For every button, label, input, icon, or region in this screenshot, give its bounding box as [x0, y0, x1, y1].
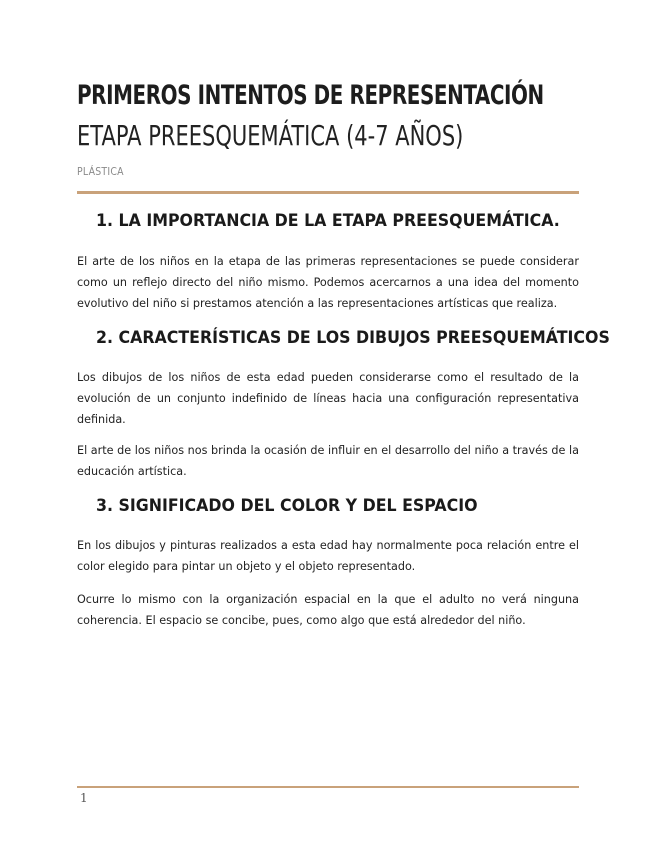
- section-3-paragraph-2: Ocurre lo mismo con la organización espacial en la que el adulto no verá ninguna coherencia. El espacio se concibe, pues, como algo que está alrededor del niño.: [77, 593, 579, 627]
- header-divider: [77, 191, 579, 194]
- section-2-paragraph-1: Los dibujos de los niños de esta edad pueden considerarse como el resultado de la evolución de un conjunto indefinido de líneas hacia una configuración representativa definida.: [77, 371, 579, 426]
- section-3-paragraph-1: En los dibujos y pinturas realizados a esta edad hay normalmente poca relación entre el color elegido para pintar un objeto y el objeto representado.: [77, 539, 579, 573]
- document-subtitle: ETAPA PREESQUEMÁTICA (4-7 AÑOS): [77, 119, 464, 152]
- document-category: PLÁSTICA: [77, 165, 124, 178]
- section-heading-1: 1. LA IMPORTANCIA DE LA ETAPA PREESQUEMÁTICA.: [96, 211, 560, 231]
- section-2-paragraph-2: El arte de los niños nos brinda la ocasión de influir en el desarrollo del niño a través de la educación artística.: [77, 444, 579, 478]
- page-number: 1: [80, 791, 88, 805]
- document-title: PRIMEROS INTENTOS DE REPRESENTACIÓN: [77, 80, 544, 111]
- footer-divider: [77, 786, 579, 788]
- section-heading-3: 3. SIGNIFICADO DEL COLOR Y DEL ESPACIO: [96, 496, 478, 516]
- section-1-paragraph-1: El arte de los niños en la etapa de las primeras representaciones se puede considerar como un reflejo directo del niño mismo. Podemos acercarnos a una idea del momento evolutivo del niño si prestamos atención a las representaciones artísticas que realiza.: [77, 255, 579, 310]
- section-heading-2: 2. CARACTERÍSTICAS DE LOS DIBUJOS PREESQUEMÁTICOS: [96, 328, 610, 348]
